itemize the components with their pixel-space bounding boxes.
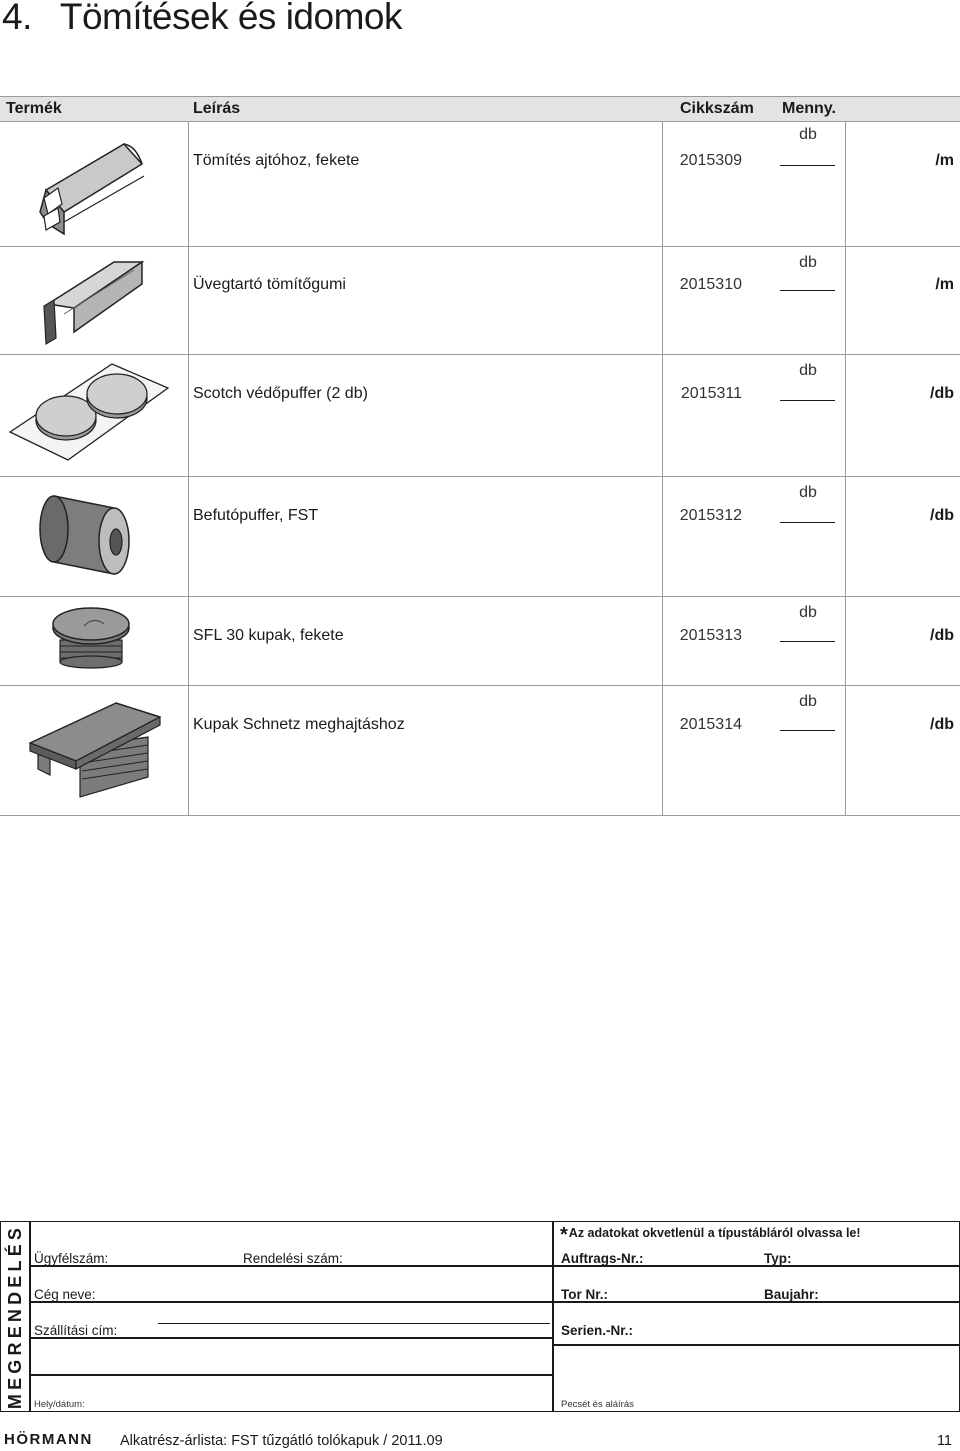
qty-input-line[interactable] — [780, 400, 835, 401]
item-code: 2015311 — [680, 385, 742, 402]
item-description: SFL 30 kupak, fekete — [193, 627, 344, 644]
address-line[interactable] — [158, 1323, 550, 1324]
qty-label: db — [799, 254, 817, 271]
form-divider — [552, 1344, 960, 1346]
qty-input-line[interactable] — [780, 522, 835, 523]
tor-nr-label: Tor Nr.: — [561, 1287, 608, 1302]
qty-input-line[interactable] — [780, 641, 835, 642]
item-code: 2015314 — [679, 716, 742, 733]
form-divider — [29, 1374, 552, 1376]
delivery-address-label: Szállítási cím: — [34, 1323, 118, 1338]
order-form-border — [0, 1221, 960, 1412]
footer-text: Alkatrész-árlista: FST tűzgátló tolókapuk / 2011.09 — [120, 1433, 443, 1449]
baujahr-label: Baujahr: — [764, 1287, 819, 1302]
form-note: *Az adatokat okvetlenül a típustábláról olvassa le! — [560, 1224, 861, 1246]
qty-label: db — [799, 693, 817, 710]
section-title: Tömítések és idomok — [59, 0, 402, 37]
customer-no-label: Ügyfélszám: — [34, 1251, 109, 1266]
auftrags-nr-label: Auftrags-Nr.: — [561, 1251, 644, 1266]
order-form — [0, 1221, 960, 1412]
header-description: Leírás — [193, 100, 241, 117]
serien-nr-label: Serien.-Nr.: — [561, 1323, 634, 1338]
order-no-label: Rendelési szám: — [243, 1251, 343, 1266]
header-product: Termék — [6, 100, 62, 117]
qty-input-line[interactable] — [780, 730, 835, 731]
page-number: 11 — [936, 1433, 952, 1449]
item-code: 2015312 — [679, 507, 742, 524]
table-row — [0, 246, 960, 354]
item-unit: /m — [935, 152, 954, 169]
item-unit: /db — [930, 385, 954, 402]
header-qty: Menny. — [782, 100, 836, 117]
order-side-label — [6, 1223, 26, 1409]
row-divider — [0, 815, 960, 816]
qty-label: db — [799, 126, 817, 143]
form-divider — [29, 1265, 960, 1267]
order-side-text: MEGRENDELÉS — [5, 1223, 26, 1409]
table-row — [0, 685, 960, 815]
page-title — [2, 0, 402, 42]
typ-label: Typ: — [764, 1251, 792, 1266]
qty-label: db — [799, 484, 817, 501]
stamp-signature-label: Pecsét és aláírás — [561, 1399, 634, 1410]
item-unit: /db — [930, 627, 954, 644]
item-code: 2015309 — [679, 152, 742, 169]
form-divider — [29, 1221, 31, 1411]
qty-input-line[interactable] — [780, 290, 835, 291]
header-code: Cikkszám — [680, 100, 754, 117]
table-row — [0, 596, 960, 685]
table-row — [0, 354, 960, 476]
place-date-label: Hely/dátum: — [34, 1399, 85, 1410]
company-label: Cég neve: — [34, 1287, 96, 1302]
form-divider — [29, 1301, 960, 1303]
item-unit: /db — [930, 507, 954, 524]
item-unit: /m — [935, 276, 954, 293]
item-code: 2015310 — [679, 276, 742, 293]
form-divider — [552, 1221, 554, 1411]
table-row — [0, 476, 960, 596]
table-row — [0, 122, 960, 246]
item-description: Tömítés ajtóhoz, fekete — [193, 152, 360, 169]
section-number: 4. — [2, 0, 32, 37]
item-unit: /db — [930, 716, 954, 733]
rectangular-cap-icon — [20, 697, 170, 808]
buffer-cylinder-icon — [4, 482, 154, 593]
round-cap-icon — [50, 602, 140, 683]
door-seal-profile-icon — [4, 130, 154, 247]
item-description: Kupak Schnetz meghajtáshoz — [193, 716, 405, 733]
qty-input-line[interactable] — [780, 165, 835, 166]
item-code: 2015313 — [679, 627, 742, 644]
qty-label: db — [799, 362, 817, 379]
item-description: Befutópuffer, FST — [193, 507, 319, 524]
item-description: Scotch védőpuffer (2 db) — [193, 385, 368, 402]
qty-label: db — [799, 604, 817, 621]
glass-holder-seal-icon — [4, 254, 154, 353]
page-footer — [0, 1430, 960, 1451]
table-header — [0, 96, 960, 122]
scotch-pads-icon — [4, 360, 174, 473]
hormann-logo: HÖRMANN — [4, 1431, 93, 1448]
item-description: Üvegtartó tömítőgumi — [193, 276, 346, 293]
